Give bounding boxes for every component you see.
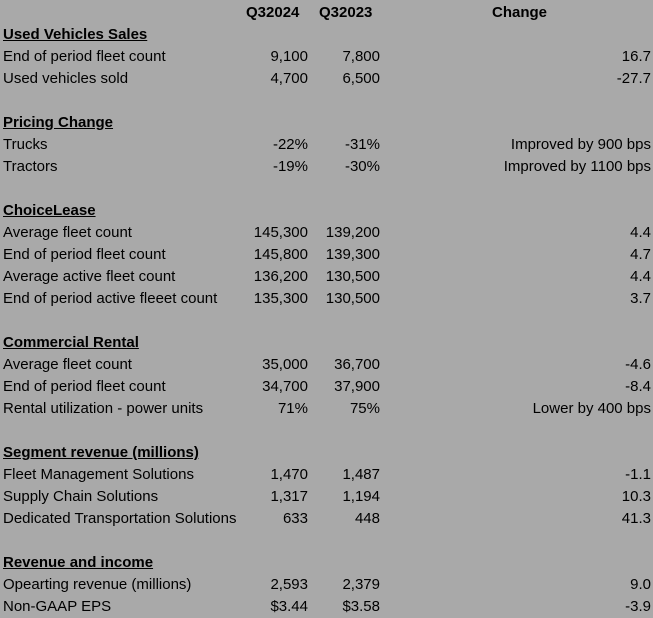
table-row [0, 376, 653, 398]
change-value[interactable]: 16.7 [621, 48, 651, 65]
change-value[interactable]: 41.3 [621, 510, 651, 527]
table-row [0, 156, 653, 178]
change-value[interactable]: 10.3 [621, 488, 651, 505]
q2023-value[interactable]: 1,194 [342, 488, 380, 505]
change-value[interactable]: -27.7 [616, 70, 651, 87]
q2024-value[interactable]: 633 [282, 510, 308, 527]
table-row [0, 68, 653, 90]
q2024-value[interactable]: 34,700 [262, 378, 308, 395]
q2023-value[interactable]: 2,379 [342, 576, 380, 593]
q2023-value[interactable]: 36,700 [334, 356, 380, 373]
change-value[interactable]: 4.4 [630, 268, 651, 285]
table-row [0, 288, 653, 310]
q2023-value[interactable]: -31% [344, 136, 380, 153]
header-row [0, 2, 653, 24]
q2024-value[interactable]: -19% [272, 158, 308, 175]
q2023-value[interactable]: 130,500 [325, 268, 380, 285]
q2024-value[interactable]: -22% [272, 136, 308, 153]
table-row [0, 508, 653, 530]
q2023-value[interactable]: 7,800 [342, 48, 380, 65]
q2023-value[interactable]: 37,900 [334, 378, 380, 395]
q2024-value[interactable]: 145,800 [253, 246, 308, 263]
row-label[interactable]: Tractors [3, 158, 58, 175]
change-value[interactable]: 4.7 [630, 246, 651, 263]
row-label[interactable]: Non-GAAP EPS [3, 598, 112, 615]
section-title-row [0, 24, 653, 46]
table-row [0, 596, 653, 618]
section-title-row [0, 552, 653, 574]
change-value[interactable]: 4.4 [630, 224, 651, 241]
q2023-value[interactable]: 6,500 [342, 70, 380, 87]
q2023-value[interactable]: $3.58 [342, 598, 380, 615]
change-value[interactable]: Improved by 1100 bps [503, 158, 651, 175]
q2023-value[interactable]: 139,300 [325, 246, 380, 263]
change-value[interactable]: 9.0 [630, 576, 651, 593]
q2024-value[interactable]: 1,317 [270, 488, 308, 505]
row-label[interactable]: Average active fleet count [3, 268, 176, 285]
change-value[interactable]: Improved by 900 bps [510, 136, 651, 153]
table-row [0, 222, 653, 244]
change-value[interactable]: -1.1 [625, 466, 651, 483]
row-label[interactable]: Opearting revenue (millions) [3, 576, 192, 593]
q2024-value[interactable]: $3.44 [270, 598, 308, 615]
row-label[interactable]: Average fleet count [3, 224, 132, 241]
section-title-commercial-rental[interactable]: Commercial Rental [3, 334, 139, 351]
q2023-value[interactable]: -30% [344, 158, 380, 175]
q2023-value[interactable]: 75% [349, 400, 380, 417]
row-label[interactable]: Fleet Management Solutions [3, 466, 194, 483]
change-value[interactable]: -8.4 [625, 378, 651, 395]
section-title-row [0, 332, 653, 354]
row-label[interactable]: Average fleet count [3, 356, 132, 373]
table-row [0, 574, 653, 596]
change-value[interactable]: -4.6 [625, 356, 651, 373]
row-label[interactable]: End of period fleet count [3, 48, 166, 65]
row-label[interactable]: Supply Chain Solutions [3, 488, 159, 505]
header-q2023[interactable]: Q32023 [319, 4, 373, 21]
table-row [0, 244, 653, 266]
q2023-value[interactable]: 1,487 [342, 466, 380, 483]
table-row [0, 398, 653, 420]
table-row [0, 266, 653, 288]
table-row [0, 46, 653, 68]
table-row [0, 464, 653, 486]
section-title-revenue-income[interactable]: Revenue and income [3, 554, 154, 571]
q2024-value[interactable]: 145,300 [253, 224, 308, 241]
change-value[interactable]: -3.9 [625, 598, 651, 615]
row-label[interactable]: End of period fleet count [3, 378, 166, 395]
change-value[interactable]: Lower by 400 bps [532, 400, 651, 417]
q2023-value[interactable]: 139,200 [325, 224, 380, 241]
q2024-value[interactable]: 135,300 [253, 290, 308, 307]
q2023-value[interactable]: 130,500 [325, 290, 380, 307]
header-q2024[interactable]: Q32024 [246, 4, 300, 21]
table-row [0, 486, 653, 508]
section-title-used-vehicles[interactable]: Used Vehicles Sales [3, 26, 148, 43]
table-row [0, 134, 653, 156]
section-title-row [0, 442, 653, 464]
q2024-value[interactable]: 4,700 [270, 70, 308, 87]
q2024-value[interactable]: 71% [277, 400, 308, 417]
header-change[interactable]: Change [492, 4, 548, 21]
row-label[interactable]: End of period fleet count [3, 246, 166, 263]
q2024-value[interactable]: 2,593 [270, 576, 308, 593]
q2024-value[interactable]: 9,100 [270, 48, 308, 65]
change-value[interactable]: 3.7 [630, 290, 651, 307]
q2024-value[interactable]: 35,000 [262, 356, 308, 373]
row-label[interactable]: Used vehicles sold [3, 70, 129, 87]
section-title-row [0, 200, 653, 222]
section-title-segment-revenue[interactable]: Segment revenue (millions) [3, 444, 199, 461]
q2023-value[interactable]: 448 [354, 510, 380, 527]
row-label[interactable]: Trucks [3, 136, 48, 153]
section-title-row [0, 112, 653, 134]
section-title-pricing-change[interactable]: Pricing Change [3, 114, 114, 131]
q2024-value[interactable]: 1,470 [270, 466, 308, 483]
row-label[interactable]: Rental utilization - power units [3, 400, 204, 417]
table-row [0, 354, 653, 376]
section-title-choicelease[interactable]: ChoiceLease [3, 202, 96, 219]
row-label[interactable]: End of period active fleeet count [3, 290, 218, 307]
row-label[interactable]: Dedicated Transportation Solutions [3, 510, 237, 527]
q2024-value[interactable]: 136,200 [253, 268, 308, 285]
